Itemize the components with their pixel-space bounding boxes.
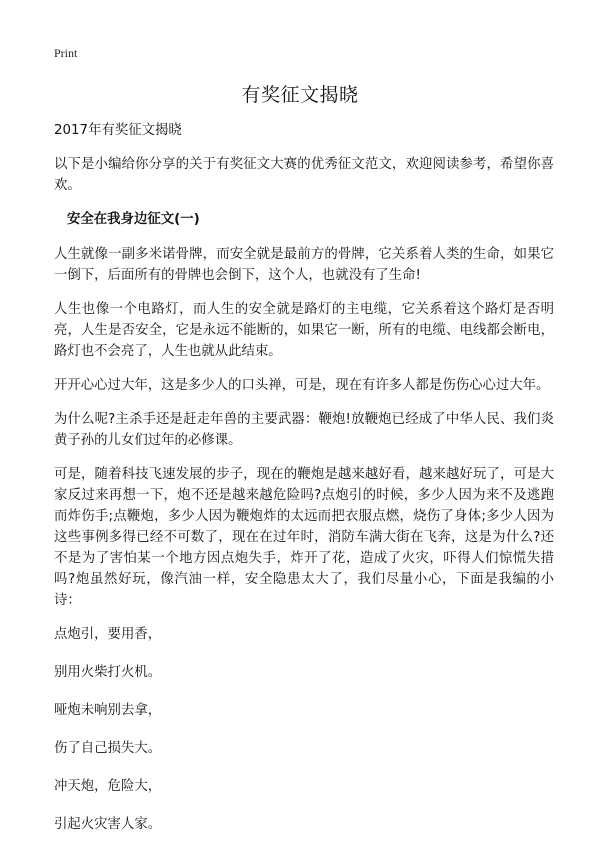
body-paragraph: 人生也像一个电路灯，而人生的安全就是路灯的主电缆，它关系着这个路灯是否明亮，人生是否安全，它是永远不能断的，如果它一断，所有的电缆、电线都会断电，路灯也不会亮了，人生也就从此结束。 [54,302,554,359]
body-paragraph: 可是，随着科技飞速发展的步子，现在的鞭炮是越来越好看，越来越好玩了，可是大家反过来再想一下，炮不还是越来越危险吗?点炮引的时候，多少人因为来不及逃跑而炸伤手;点鞭炮，多少人因为鞭炮炸的太远而把衣服点燃，烧伤了身体;多少人因为这些事例多得已经不可数了，现在在过年时，消防车满大街在飞奔，这是为什么?还不是为了害怕某一个地方因点炮失手，炸开了花，造成了火灾，吓得人们惊慌失措吗?炮虽然好玩，像汽油一样，安全隐患太大了，我们尽量小心，下面是我编的小诗： [54,467,554,608]
page-title: 有奖征文揭晓 [241,84,359,106]
print-link[interactable]: Print [54,46,78,60]
body-paragraph: 人生就像一副多米诺骨牌，而安全就是最前方的骨牌，它关系着人类的生命，如果它一倒下，后面所有的骨牌也会倒下，这个人，也就没有了生命! [54,247,554,283]
poem-line: 伤了自己损失大。 [54,741,162,756]
body-paragraph: 为什么呢?主杀手还是赶走年兽的主要武器：鞭炮!放鞭炮已经成了中华人民、我们炎黄子孙的儿女们过年的必修课。 [54,412,554,448]
article-body [54,120,554,852]
section-heading: 安全在我身边征文(一) [67,212,200,227]
poem-line: 哑炮未响别去拿， [54,703,162,718]
article-subtitle: 2017年有奖征文揭晓 [54,123,182,138]
poem-line: 点炮引，要用香， [54,627,162,642]
poem-line: 别用火柴打火机。 [54,665,162,680]
poem-line: 冲天炮，危险大， [54,779,162,794]
body-paragraph: 开开心心过大年，这是多少人的口头禅，可是，现在有许多人都是伤伤心心过大年。 [54,378,550,393]
poem-line: 引起火灾害人家。 [54,817,162,832]
intro-paragraph: 以下是小编给你分享的关于有奖征文大赛的优秀征文范文，欢迎阅读参考，希望你喜欢。 [54,157,554,193]
